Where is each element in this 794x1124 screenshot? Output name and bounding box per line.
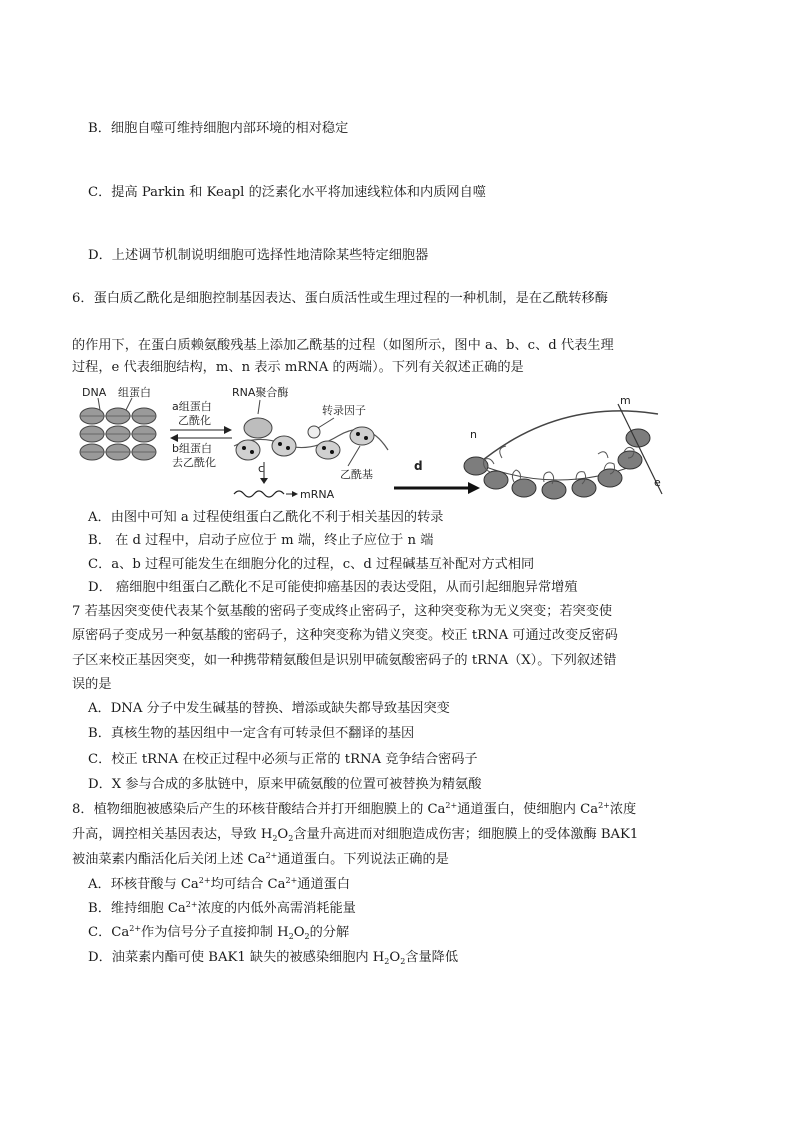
opened-chromatin xyxy=(234,418,388,460)
q7-option-d: D．X 参与合成的多肽链中，原来甲硫氨酸的位置可被替换为精氨酸 xyxy=(88,777,482,792)
acetylation-diagram xyxy=(78,384,678,506)
q5-option-c: C．提高 Parkin 和 Keapl 的泛素化水平将加速线粒体和内质网自噬 xyxy=(88,185,486,200)
q8-stem-line1: 8．植物细胞被感染后产生的环核苷酸结合并打开细胞膜上的 $Ca^{2+}$通道蛋白，使细胞内 $Ca^{2+}$浓度 xyxy=(72,801,637,817)
histone-label: 组蛋白 xyxy=(118,386,151,399)
dna-label: DNA xyxy=(82,386,107,399)
process-a-label-1: a组蛋白 xyxy=(172,400,212,413)
q8-option-c: C．$Ca^{2+}$作为信号分子直接抑制 $H_2O_2$的分解 xyxy=(88,924,350,941)
q6-option-a: A．由图中可知 a 过程使组蛋白乙酰化不利于相关基因的转录 xyxy=(88,510,444,525)
process-b-label-2: 去乙酰化 xyxy=(172,456,216,469)
q7-stem-line4: 误的是 xyxy=(72,677,112,692)
q5-option-b: B．细胞自噬可维持细胞内部环境的相对稳定 xyxy=(88,121,349,136)
q6-stem-line2: 的作用下，在蛋白质赖氨酸残基上添加乙酰基的过程（如图所示，图中 a、b、c、d 代表生理 xyxy=(72,338,614,353)
q7-option-b: B．真核生物的基因组中一定含有可转录但不翻译的基因 xyxy=(88,726,415,741)
transcription-factor-label: 转录因子 xyxy=(322,404,366,417)
q7-stem-line1: 7 若基因突变使代表某个氨基酸的密码子变成终止密码子，这种突变称为无义突变；若突变使 xyxy=(72,604,613,619)
q8-option-a: A．环核苷酸与 $Ca^{2+}$均可结合 $Ca^{2+}$通道蛋白 xyxy=(88,876,351,892)
process-d-label: d xyxy=(414,459,423,473)
rna-polymerase-label: RNA聚合酶 xyxy=(232,386,289,399)
chromatin-cluster xyxy=(80,408,156,460)
process-a-label-2: 乙酰化 xyxy=(178,414,211,427)
mrna-label: mRNA xyxy=(300,488,335,501)
q8-option-d: D．油菜素内酯可使 BAK1 缺失的被感染细胞内 $H_2O_2$含量降低 xyxy=(88,950,459,966)
q6-stem-line3: 过程，e 代表细胞结构，m、n 表示 mRNA 的两端）。下列有关叙述正确的是 xyxy=(72,360,524,375)
q7-option-c: C．校正 tRNA 在校正过程中必须与正常的 tRNA 竞争结合密码子 xyxy=(88,752,478,767)
q5-option-d: D．上述调节机制说明细胞可选择性地清除某些特定细胞器 xyxy=(88,248,429,263)
end-m-label: m xyxy=(620,394,631,407)
q6-option-d: D． 癌细胞中组蛋白乙酰化不足可能使抑癌基因的表达受阻，从而引起细胞异常增殖 xyxy=(88,580,578,595)
acetyl-group-label: 乙酰基 xyxy=(340,468,373,481)
q8-stem-line3: 被油菜素内酯活化后关闭上述 $Ca^{2+}$通道蛋白。下列说法正确的是 xyxy=(72,851,449,867)
q8-stem-line2: 升高，调控相关基因表达，导致 $H_2O_2$含量升高进而对细胞造成伤害；细胞膜上的受体激酶 BAK1 xyxy=(72,827,639,843)
polyribosome xyxy=(464,404,662,499)
end-n-label: n xyxy=(470,428,477,441)
q8-option-b: B．维持细胞 $Ca^{2+}$浓度的内低外高需消耗能量 xyxy=(88,900,356,916)
process-b-label-1: b组蛋白 xyxy=(172,442,212,455)
q7-stem-line3: 子区来校正基因突变，如一种携带精氨酸但是识别甲硫氨酸密码子的 tRNA（X）。下列叙述错 xyxy=(72,653,617,668)
process-c-label: c xyxy=(258,462,265,475)
q6-option-c: C．a、b 过程可能发生在细胞分化的过程，c、d 过程碱基互补配对方式相同 xyxy=(88,557,535,572)
structure-e-label: e xyxy=(654,476,661,489)
q7-stem-line2: 原密码子变成另一种氨基酸的密码子，这种突变称为错义突变。校正 tRNA 可通过改变反密码 xyxy=(72,628,618,643)
q6-option-b: B． 在 d 过程中，启动子应位于 m 端，终止子应位于 n 端 xyxy=(88,533,434,548)
q7-option-a: A．DNA 分子中发生碱基的替换、增添或缺失都导致基因突变 xyxy=(88,701,450,716)
q6-stem-line1: 6．蛋白质乙酰化是细胞控制基因表达、蛋白质活性或生理过程的一种机制，是在乙酰转移酶 xyxy=(72,291,608,306)
